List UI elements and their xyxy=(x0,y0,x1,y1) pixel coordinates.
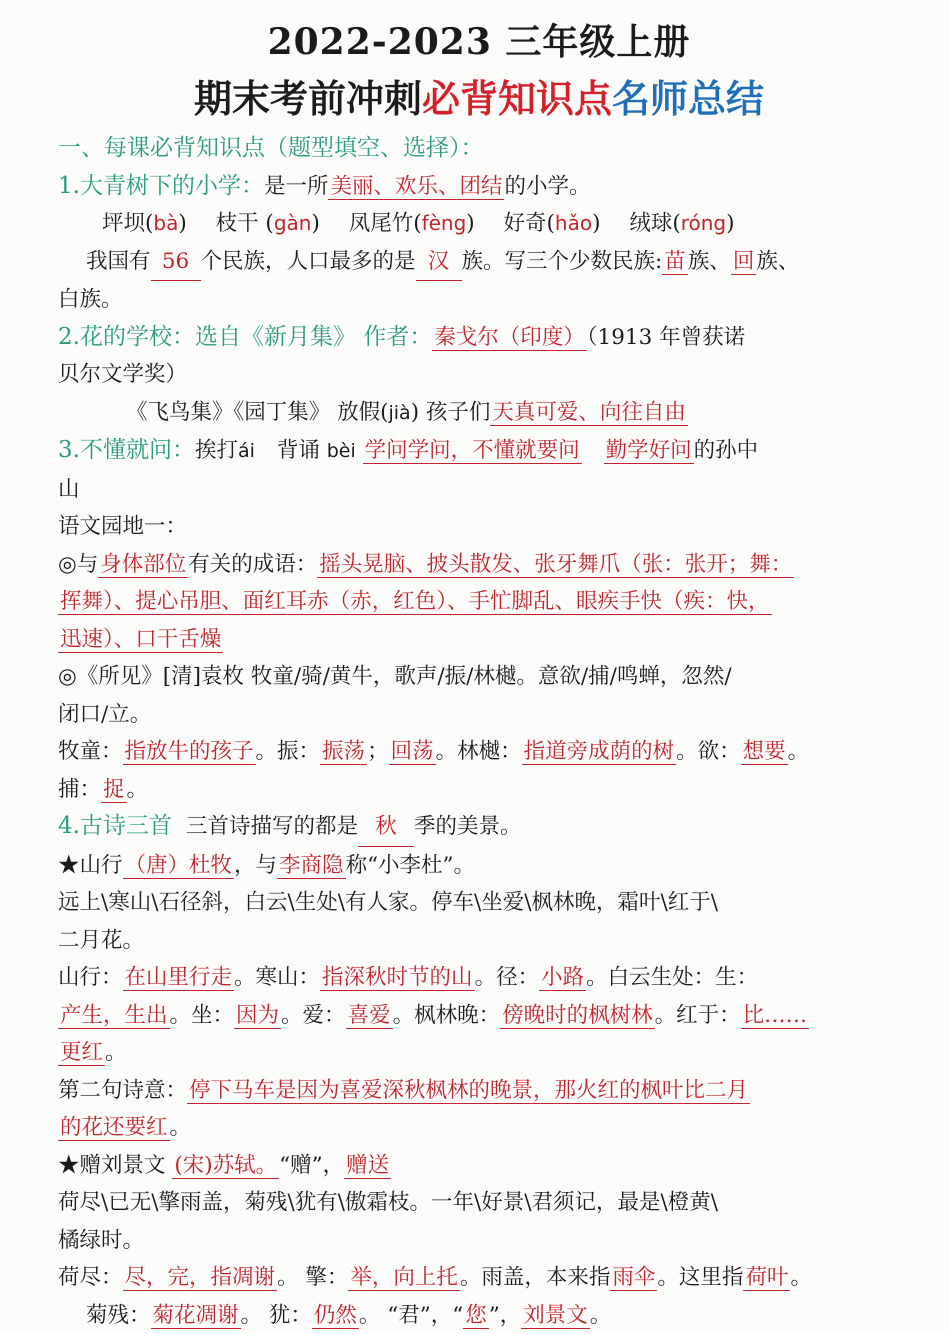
title-line2 xyxy=(58,74,900,124)
lesson4-season: 秋 xyxy=(358,808,414,847)
ethnic-miao: 苗 xyxy=(662,249,688,275)
ethnic-count: 56 xyxy=(151,243,201,282)
word-3: 凤尾竹(fèng) xyxy=(349,211,475,236)
ethnic-han: 汉 xyxy=(416,243,462,282)
lesson3-post2: 山 xyxy=(58,471,900,509)
lesson1-ethnic: 我国有 56 个民族，人口最多的是 汉 族。写三个少数民族:苗族、回族、 xyxy=(58,243,900,282)
garden1-poem-l2: 闭口/立。 xyxy=(58,696,900,734)
poem1-l2: 二月花。 xyxy=(58,922,900,960)
lesson1-words xyxy=(58,205,900,243)
lesson2-books: 《飞鸟集》《园丁集》 放假(jià) 孩子们天真可爱、向往自由 xyxy=(58,394,900,433)
poem1-meaning-l2: 的花还要红。 xyxy=(58,1109,900,1147)
garden1-poem-l1: ◎《所见》[清]袁枚 牧童/骑/黄牛，歌声/振/林樾。意欲/捕/鸣蝉，忽然/ xyxy=(58,658,900,696)
lesson2-heading: 2.花的学校：选自《新月集》 作者： xyxy=(58,324,432,350)
ethnic-hui: 回 xyxy=(731,249,757,275)
lesson1-answer: 美丽、欢乐、团结 xyxy=(328,174,504,200)
garden1-notes-l1: 牧童：指放牛的孩子。振：振荡；回荡。林樾：指道旁成荫的树。欲：想要。 xyxy=(58,733,900,771)
poem1-notes-l2: 产生，生出。坐：因为。爱：喜爱。枫林晚：傍晚时的枫树林。红于：比…… xyxy=(58,997,900,1035)
word-4: 好奇(hǎo) xyxy=(504,211,601,236)
lesson3-saying: 学问学问，不懂就要问 xyxy=(363,438,582,464)
title-red: 必背知识点 xyxy=(422,76,612,121)
word-5: 绒球(róng) xyxy=(629,211,734,236)
garden1-idioms-l3: 迅速）、口干舌燥 xyxy=(58,621,900,659)
section1-heading: 一、每课必背知识点（题型填空、选择）： xyxy=(58,130,900,168)
word-2: 枝干 (gàn) xyxy=(216,211,320,236)
lesson1-ethnic-cont: 白族。 xyxy=(58,281,900,319)
lesson2-line xyxy=(58,319,900,357)
lesson3-diligent: 勤学好问 xyxy=(604,438,694,464)
lesson1-heading: 1.大青树下的小学： xyxy=(58,173,264,199)
lesson4-line: 4.古诗三首 三首诗描写的都是 秋 季的美景。 xyxy=(58,808,900,847)
lesson1-pre: 是一所 xyxy=(264,174,329,199)
garden1-idioms-l2: 挥舞）、提心吊胆、面红耳赤（赤，红色）、手忙脚乱、眼疾手快（疾：快， xyxy=(58,583,900,621)
poem1-meaning-l1: 第二句诗意：停下马车是因为喜爱深秋枫林的晚景，那火红的枫叶比二月 xyxy=(58,1072,900,1110)
title-blue: 名师总结 xyxy=(612,76,764,121)
zeng-line: ★赠刘景文 (宋)苏轼。“赠”，赠送 xyxy=(58,1147,900,1185)
poem2-l2: 橘绿时。 xyxy=(58,1222,900,1260)
shanxing-line: ★山行（唐）杜牧，与李商隐称“小李杜”。 xyxy=(58,847,900,885)
poem1-l1: 远上\寒山\石径斜，白云\生处\有人家。停车\坐爱\枫林晚，霜叶\红于\ xyxy=(58,884,900,922)
lesson2-note: （1913 年曾获诺 xyxy=(587,325,745,350)
word-1: 坪坝(bà) xyxy=(102,211,187,236)
lesson1-line xyxy=(58,168,900,206)
lesson1-post: 的小学。 xyxy=(504,174,590,199)
poem2-notes-l1: 荷尽：尽，完，指凋谢。 擎：举，向上托。雨盖，本来指雨伞。这里指荷叶。 xyxy=(58,1259,900,1297)
poem2-l1: 荷尽\已无\擎雨盖，菊残\犹有\傲霜枝。一年\好景\君须记，最是\橙黄\ xyxy=(58,1184,900,1222)
garden1-idioms-l1: ◎与身体部位有关的成语：摇头晃脑、披头散发、张牙舞爪（张：张开；舞： xyxy=(58,546,900,584)
garden1-heading: 语文园地一： xyxy=(58,508,900,546)
lesson3-line: 3.不懂就问：挨打ái 背诵 bèi 学问学问，不懂就要问 勤学好问的孙中 xyxy=(58,432,900,471)
lesson2-author: 秦戈尔（印度） xyxy=(432,325,587,351)
lesson2-note2: 贝尔文学奖） xyxy=(58,356,900,394)
poem1-notes-l1: 山行：在山里行走。寒山：指深秋时节的山。径：小路。白云生处：生： xyxy=(58,959,900,997)
lesson3-heading: 3.不懂就问： xyxy=(58,437,195,463)
garden1-notes-l2: 捕：捉。 xyxy=(58,771,900,809)
lesson2-kids: 天真可爱、向往自由 xyxy=(490,400,688,426)
poem1-notes-l3: 更红。 xyxy=(58,1034,900,1072)
poem2-notes-l2: 菊残：菊花凋谢。 犹：仍然。 “君”，“您”，刘景文。 xyxy=(58,1297,900,1334)
lesson4-heading: 4.古诗三首 xyxy=(58,813,172,839)
title-line1: 2022-2023 三年级上册 xyxy=(58,18,900,66)
title-black: 期末考前冲刺 xyxy=(194,76,422,121)
